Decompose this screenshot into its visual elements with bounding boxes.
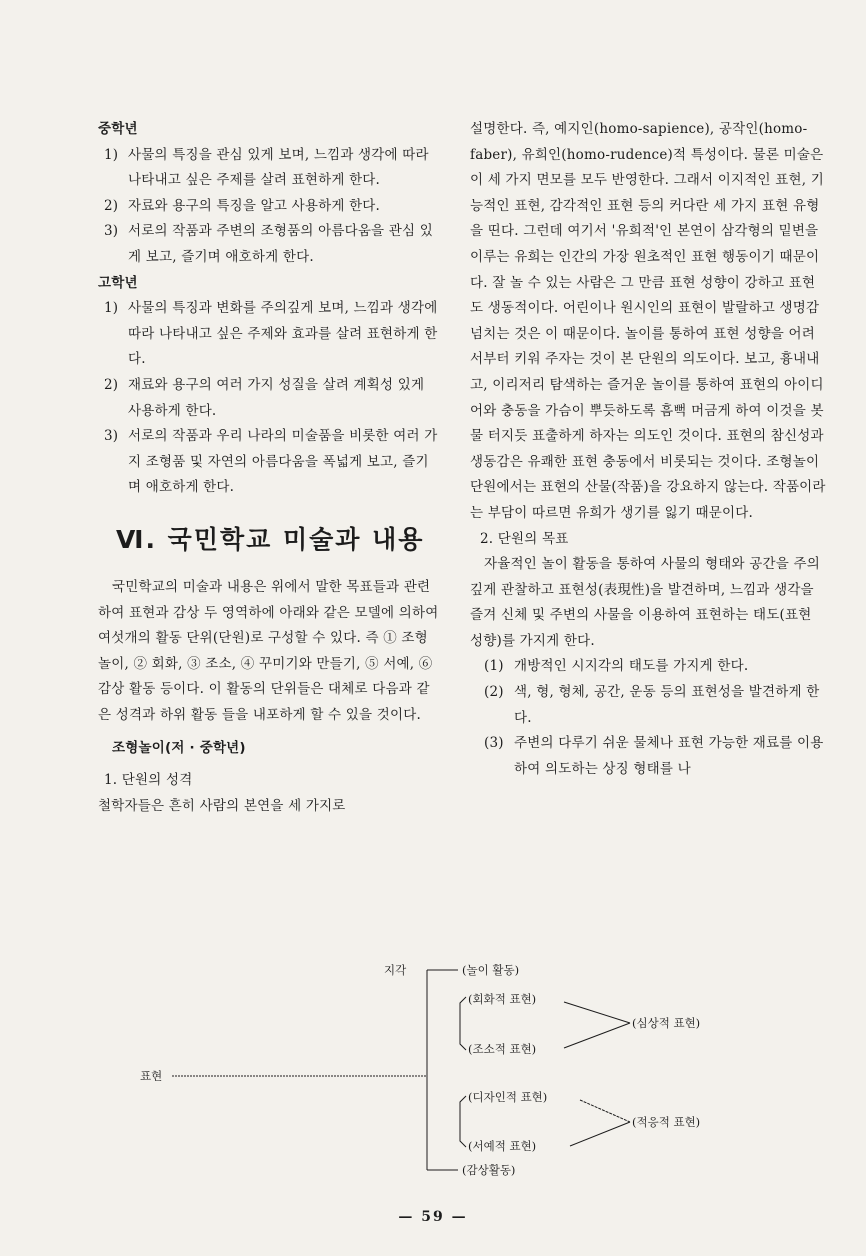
unit-sub-heading: 1. 단원의 성격	[104, 772, 193, 789]
body-paragraph: 설명한다. 즉, 예지인(homo-sapience), 공작인(homo-faber), 유희인(homo-rudence)적 특성이다. 물론 미술은 이 세 가지 면모를 모두 반영한다. 그래서 이지적인 표현, 기능적인 표현, 감각적인 표현 등의 커다란 세 가지 표현 유형을 띤다. 그런데 여기서 '유희적'인 본연이 삼각형의 밑변을 이루는 유희는 인간의 가장 원초적인 표현 행동이기 때문이다. 잘 놀 수 있는 사람은 그 만큼 표현 성향이 강하고 표현도 생동적이다. 어린이나 원시인의 표현이 발랄하고 생명감 넘치는 것은 이 때문이다. 놀이를 통하여 표현 성향을 어려서부터 키워 주자는 것이 본 단원의 의도이다. 보고, 흉내내고, 이리저리 탐색하는 즐거운 놀이를 통하여 표현의 아이디어와 충동을 가슴이 뿌듯하도록 흠뻑 머금게 하여 이것을 봇물 터지듯 표출하게 하자는 의도인 것이다. 표현의 참신성과 생동감은 유쾌한 표현 충동에서 비롯되는 것이다. 조형놀이 단원에서는 표현의 산물(작품)을 강요하지 않는다. 작품이라는 부담이 따르면 유희가 생기를 잃기 때문이다.	[470, 121, 826, 521]
item-text: 재료와 용구의 여러 가지 성질을 살려 계획성 있게 사용하게 한다.	[128, 376, 425, 419]
diagram-node: (서예적 표현)	[468, 1139, 537, 1153]
section-heading-middle-grades: 중학년	[98, 121, 138, 137]
goal-text: 주변의 다루기 쉬운 물체나 표현 가능한 재료를 이용하여 의도하는 상징 형태를 나	[514, 735, 824, 777]
item-text: 서로의 작품과 우리 나라의 미술품을 비롯한 여러 가지 조형품 및 자연의 아름다움을 폭넓게 보고, 즐기며 애호하게 한다.	[128, 428, 438, 496]
unit-heading: 조형놀이(저 · 중학년)	[112, 740, 246, 757]
goal-text: 색, 형, 형체, 공간, 운동 등의 표현성을 발견하게 한다.	[514, 684, 820, 726]
page-number: — 59 —	[398, 1209, 468, 1225]
diagram-node: (놀이 활동)	[462, 963, 520, 977]
diagram-node: (감상활동)	[462, 1163, 516, 1177]
diagram-root-label: 표현	[140, 1069, 163, 1083]
goal-number: (2)	[484, 684, 504, 701]
item-number: 1)	[104, 146, 119, 163]
diagram-group-label: (심상적 표현)	[632, 1016, 701, 1030]
unit-text: 철학자들은 흔히 사람의 본연을 세 가지로	[98, 797, 346, 814]
item-number: 3)	[104, 223, 119, 240]
goal-sub-heading: 2. 단원의 목표	[480, 530, 569, 547]
diagram-node: (조소적 표현)	[468, 1042, 537, 1056]
diagram-group-label: (적응적 표현)	[632, 1115, 701, 1129]
item-text: 서로의 작품과 주변의 조형품의 아름다움을 관심 있게 보고, 즐기며 애호하게 한다.	[128, 223, 434, 265]
chapter-title: Ⅵ. 국민학교 미술과 내용	[116, 524, 425, 554]
item-text: 사물의 특징과 변화를 주의깊게 보며, 느낌과 생각에 따라 나타내고 싶은 주제와 효과를 살려 표현하게 한다.	[128, 300, 438, 368]
diagram-top-label: 지각	[384, 963, 407, 977]
goal-number: (3)	[484, 735, 504, 752]
item-number: 3)	[104, 428, 119, 445]
section-heading-upper-grades: 고학년	[98, 274, 138, 291]
item-number: 2)	[104, 197, 119, 214]
diagram-node: (회화적 표현)	[468, 992, 537, 1006]
item-number: 1)	[104, 300, 119, 317]
goal-paragraph: 자율적인 놀이 활동을 통하여 사물의 형태와 공간을 주의깊게 관찰하고 표현성(表現性)을 발견하며, 느낌과 생각을 즐겨 신체 및 주변의 사물을 이용하여 표현하는 태도(표현 성향)를 가지게 한다.	[470, 556, 820, 649]
intro-paragraph: 국민학교의 미술과 내용은 위에서 말한 목표들과 관련하여 표현과 감상 두 영역하에 아래와 같은 모델에 의하여 여섯개의 활동 단위(단원)로 구성할 수 있다. 즉 ① 조형놀이, ② 회화, ③ 조소, ④ 꾸미기와 만들기, ⑤ 서예, ⑥ 감상 활동 등이다. 이 활동의 단위들은 대체로 다음과 같은 성격과 하위 활동 들을 내포하게 할 수 있을 것이다.	[98, 578, 439, 723]
goal-number: (1)	[484, 658, 504, 675]
goal-text: 개방적인 시지각의 태도를 가지게 한다.	[514, 658, 749, 675]
item-text: 자료와 용구의 특징을 알고 사용하게 한다.	[128, 197, 381, 214]
item-text: 사물의 특징을 관심 있게 보며, 느낌과 생각에 따라 나타내고 싶은 주제를 살려 표현하게 한다.	[128, 146, 429, 189]
item-number: 2)	[104, 376, 119, 393]
diagram-node: (디자인적 표현)	[468, 1090, 548, 1104]
